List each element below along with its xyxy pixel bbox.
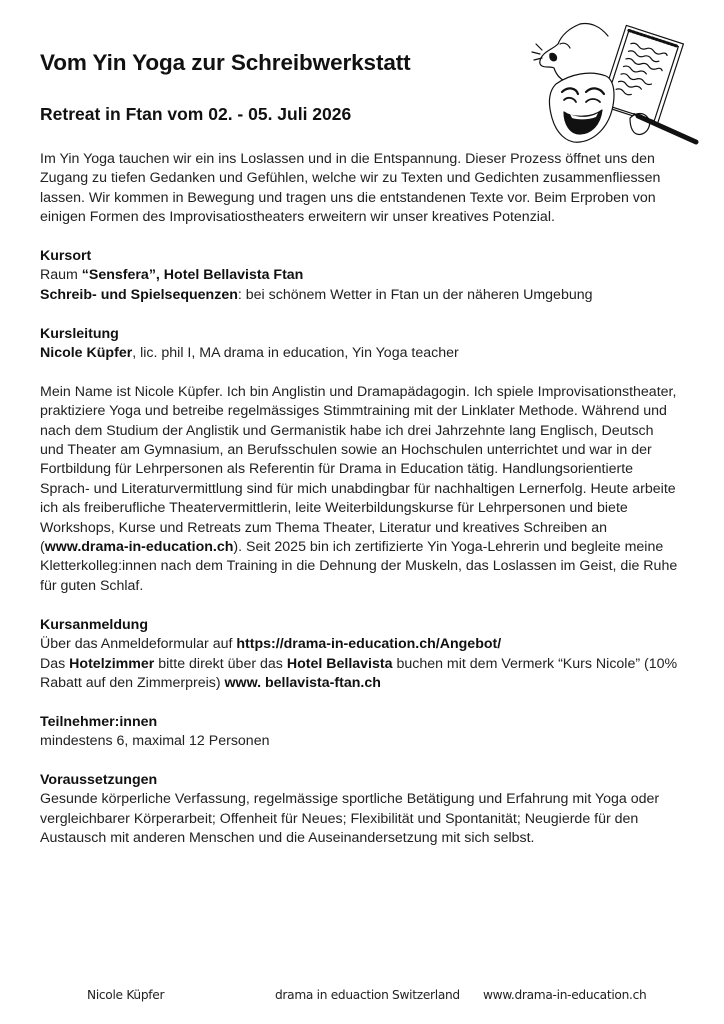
kursort-room-line [40, 266, 680, 285]
heading-kursanmeldung: Kursanmeldung [40, 616, 148, 633]
heading-teilnehmer: Teilnehmer:innen [40, 713, 158, 730]
anmeldung-form-link[interactable]: https://drama-in-education.ch/Angebot/ [236, 636, 502, 653]
heading-kursort: Kursort [40, 248, 92, 265]
instructor-name: Nicole Küpfer [40, 345, 133, 362]
kursort-room-label: Raum [40, 267, 82, 284]
anmeldung-hotel-line [40, 655, 680, 694]
bio-paragraph [40, 383, 680, 596]
anmeldung-form-text: Über das Anmeldeformular auf [40, 636, 237, 653]
page-footer [0, 988, 724, 1008]
hotel-text-c: bitte direkt über das [154, 655, 287, 672]
teilnehmer-text: mindestens 6, maximal 12 Personen [40, 733, 270, 750]
kursort-sequences-line [40, 286, 680, 305]
bio-text-before: Mein Name ist Nicole Küpfer. Ich bin Anglistin und Dramapädagogin. Ich spiele Improvisationstheater, praktiziere Yoga und betreibe regelmässiges Stimmtraining mit der Linklater Methode. Während und nach dem Studium der Anglistik und Germanistik habe ich drei Jahrzehnte lang Englisch, Deutsch und Theater am Gymnasium, an Berufsschulen sowie an Hochschulen unterrichtet und war in der Fortbildung für Lehrpersonen als Referentin für Drama in Education tätig. Handlungsorientierte Sprach- und Literaturvermittlung sind für mich unabdingbar für nachhaltigen Lernerfolg. Heute arbeite ich als freiberufliche Theatervermittlerin, leite Weiterbildungskurse für Lehrpersonen und biete Workshops, Kurse und Retreats zum Thema Theater, Literatur und kreatives Schreiben an ( [40, 383, 677, 556]
hotel-room-label: Hotelzimmer [69, 655, 155, 672]
voraussetzungen-text: Gesunde körperliche Verfassung, regelmässige sportliche Betätigung und Erfahrung mit Yoga oder vergleichbarer Körperarbeit; Offenheit für Neues; Flexibilität und Spontanität; Neugierde für den Austausch mit anderen Menschen und die Auseinandersetzung mit sich selbst. [40, 791, 660, 847]
footer-organization: drama in eduaction Switzerland [275, 988, 460, 1002]
intro-paragraph: Im Yin Yoga tauchen wir ein ins Loslassen und in die Entspannung. Dieser Prozess öffnet uns den Zugang zu tiefen Gedanken und Gefühlen, welche wir zu Texten und Gedichten zusammenfliessen lassen. Wir kommen in Bewegung und tragen uns die entstandenen Texte vor. Beim Erproben von einigen Formen des Improvisatiostheaters erweitern wir unser kreatives Potenzial. [40, 151, 661, 226]
heading-kursleitung: Kursleitung [40, 325, 119, 342]
document-body [40, 150, 680, 849]
instructor-credentials: , lic. phil I, MA drama in education, Yin Yoga teacher [132, 345, 459, 362]
hotel-text-e: buchen mit dem Vermerk “Kurs Nicole” (10% Rabatt auf den Zimmerpreis) [40, 655, 678, 691]
footer-name: Nicole Küpfer [87, 988, 165, 1002]
anmeldung-form-line [40, 635, 680, 654]
page-subtitle: Retreat in Ftan vom 02. - 05. Juli 2026 [40, 104, 352, 124]
kursort-room-name: “Sensfera”, Hotel Bellavista Ftan [81, 267, 304, 284]
kursort-sequences-text: : bei schönem Wetter in Ftan un der näheren Umgebung [237, 286, 593, 303]
theater-masks-notepad-pen-icon [520, 14, 710, 154]
hotel-website-link[interactable]: www. bellavista-ftan.ch [224, 674, 381, 691]
hotel-name: Hotel Bellavista [286, 655, 393, 672]
kursleitung-line [40, 344, 680, 363]
kursort-sequences-label: Schreib- und Spielsequenzen [40, 286, 238, 303]
bio-website-link[interactable]: www.drama-in-education.ch [44, 539, 234, 556]
footer-website[interactable]: www.drama-in-education.ch [483, 988, 647, 1002]
page-title: Vom Yin Yoga zur Schreibwerkstatt [40, 50, 411, 75]
heading-voraussetzungen: Voraussetzungen [40, 771, 158, 788]
hotel-text-a: Das [40, 655, 70, 672]
bio-text-after: ). Seit 2025 bin ich zertifizierte Yin Yoga-Lehrerin und begleite meine Kletterkolleg:innen nach dem Training in die Dehnung der Muskeln, das Loslassen im Geist, die Ruhe für guten Schlaf. [40, 539, 678, 594]
